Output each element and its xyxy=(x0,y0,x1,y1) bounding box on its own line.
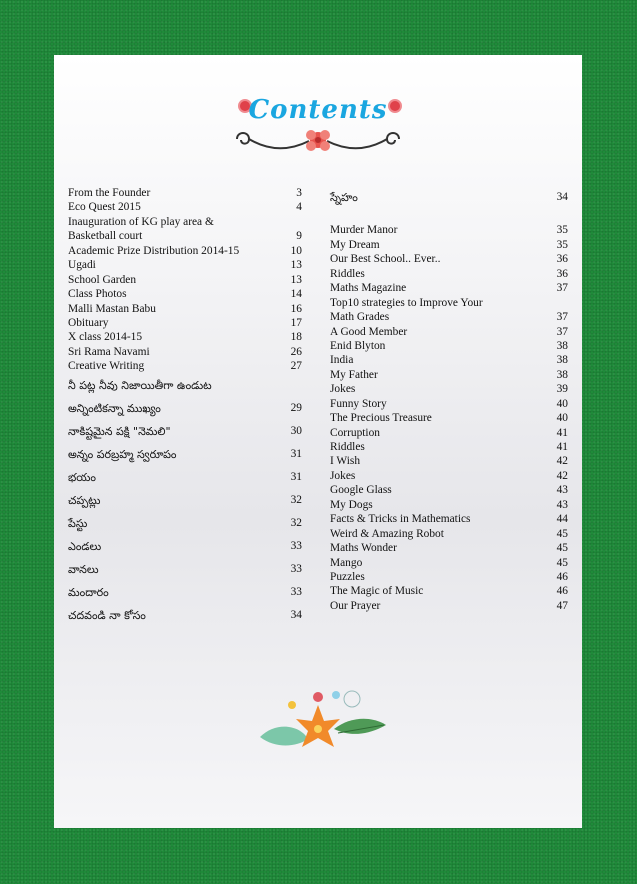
toc-entry-page: 34 xyxy=(290,608,302,621)
toc-entry-title: The Precious Treasure xyxy=(330,412,432,425)
toc-entry xyxy=(330,541,568,555)
toc-entry xyxy=(330,599,568,613)
toc-entry xyxy=(330,339,568,353)
toc-entry-title: The Magic of Music xyxy=(330,585,424,598)
toc-entry-page: 37 xyxy=(556,311,568,324)
toc-entry-page: 35 xyxy=(556,224,568,237)
toc-entry xyxy=(68,420,302,443)
toc-entry xyxy=(330,570,568,584)
toc-entry xyxy=(330,238,568,252)
toc-entry-title: Riddles xyxy=(330,441,365,453)
toc-entry-page: 10 xyxy=(290,244,302,257)
toc-entry-title: Academic Prize Distribution 2014-15 xyxy=(68,244,240,257)
toc-entry-title: పేస్టు xyxy=(68,516,88,530)
toc-entry xyxy=(330,498,568,512)
toc-entry xyxy=(330,426,568,440)
toc-entry-page: 38 xyxy=(556,354,568,367)
toc-entry-page: 27 xyxy=(290,360,302,373)
toc-entry-title: Inauguration of KG play area & xyxy=(68,215,214,228)
contents-page xyxy=(54,55,582,828)
toc-entry-title: Our Best School.. Ever.. xyxy=(330,253,441,266)
toc-entry-title: Obituary xyxy=(68,316,109,329)
toc-entry xyxy=(68,397,302,420)
toc-entry-page: 40 xyxy=(556,397,568,410)
toc-entry-title: మందారం xyxy=(68,585,109,599)
toc-entry-page: 31 xyxy=(290,470,302,483)
toc-entry xyxy=(330,252,568,266)
toc-entry-title: Our Prayer xyxy=(330,599,381,612)
toc-entry-page: 4 xyxy=(296,201,302,214)
toc-entry-title: భయం xyxy=(68,470,96,484)
toc-entry-page: 32 xyxy=(290,493,302,506)
toc-entry-page: 41 xyxy=(556,441,568,453)
toc-entry xyxy=(330,223,568,237)
toc-entry-page: 38 xyxy=(556,368,568,381)
toc-entry-title: Google Glass xyxy=(330,484,392,497)
toc-entry xyxy=(68,200,302,214)
toc-entry-page: 33 xyxy=(290,585,302,598)
toc-entry-page: 13 xyxy=(290,273,302,286)
contents-right-column xyxy=(330,186,568,613)
toc-entry-page: 45 xyxy=(556,542,568,555)
toc-entry-title: Weird & Amazing Robot xyxy=(330,527,444,540)
toc-entry xyxy=(68,330,302,344)
toc-entry-page: 29 xyxy=(290,401,302,414)
contents-left-column xyxy=(68,186,302,627)
toc-entry xyxy=(68,604,302,627)
toc-entry xyxy=(68,302,302,316)
toc-entry xyxy=(330,209,568,223)
toc-entry-title: నాకిష్టమైన పక్షి "నెమలి" xyxy=(68,424,171,438)
toc-entry-title: Funny Story xyxy=(330,397,387,410)
toc-entry xyxy=(68,316,302,330)
toc-entry-title: India xyxy=(330,354,354,367)
toc-entry-title: My Dream xyxy=(330,238,380,251)
toc-entry-title: Riddles xyxy=(330,267,365,280)
toc-entry xyxy=(330,310,568,324)
toc-entry-title: Top10 strategies to Improve Your xyxy=(330,296,483,309)
floral-decoration-icon xyxy=(256,685,391,765)
toc-entry-page: 40 xyxy=(556,412,568,425)
toc-entry-page: 36 xyxy=(556,253,568,266)
toc-entry-title: చప్పట్లు xyxy=(68,493,101,507)
toc-entry-page: 47 xyxy=(556,599,568,612)
toc-entry xyxy=(330,584,568,598)
toc-entry xyxy=(68,558,302,581)
toc-entry-title: Corruption xyxy=(330,426,380,439)
toc-entry-title: నీ పట్ల నీవు నిజాయితీగా ఉండుట xyxy=(68,378,212,392)
toc-entry xyxy=(330,527,568,541)
toc-entry xyxy=(330,483,568,497)
toc-entry-page: 42 xyxy=(556,469,568,482)
toc-entry-title: Maths Magazine xyxy=(330,282,407,295)
toc-entry xyxy=(68,345,302,359)
toc-entry xyxy=(330,353,568,367)
page-title: Contents xyxy=(248,95,388,125)
toc-entry-page: 3 xyxy=(296,187,302,199)
toc-entry-page: 43 xyxy=(556,498,568,511)
toc-entry-page: 39 xyxy=(556,383,568,396)
toc-entry-title: వానలు xyxy=(68,562,99,576)
toc-entry xyxy=(68,258,302,272)
toc-entry xyxy=(68,273,302,287)
toc-entry xyxy=(68,581,302,604)
toc-entry-title: Class Photos xyxy=(68,288,127,301)
toc-entry-title: Mango xyxy=(330,556,363,569)
toc-entry-title: Jokes xyxy=(330,383,356,396)
toc-entry-title: ఎండలు xyxy=(68,539,102,553)
toc-entry xyxy=(330,296,568,310)
toc-entry-page: 36 xyxy=(556,267,568,280)
toc-entry-page: 44 xyxy=(556,513,568,526)
toc-entry-page: 33 xyxy=(290,539,302,552)
toc-entry xyxy=(68,374,302,397)
toc-entry-page: 18 xyxy=(290,331,302,344)
toc-entry xyxy=(68,466,302,489)
toc-entry xyxy=(330,469,568,483)
toc-entry-page: 32 xyxy=(290,516,302,529)
toc-entry-page: 45 xyxy=(556,527,568,540)
toc-entry-page: 45 xyxy=(556,556,568,569)
toc-entry xyxy=(68,359,302,373)
toc-entry-title: School Garden xyxy=(68,273,137,286)
toc-entry-page: 9 xyxy=(296,230,302,243)
toc-entry xyxy=(330,368,568,382)
toc-entry xyxy=(68,215,302,229)
toc-entry-title: Malli Mastan Babu xyxy=(68,302,156,315)
toc-entry-page: 34 xyxy=(556,191,568,203)
toc-entry xyxy=(68,489,302,512)
toc-entry-title: X class 2014-15 xyxy=(68,331,143,344)
toc-entry xyxy=(330,382,568,396)
toc-entry-page: 16 xyxy=(290,302,302,315)
toc-entry-title: Jokes xyxy=(330,469,356,482)
toc-entry xyxy=(330,411,568,425)
toc-entry-title: Maths Wonder xyxy=(330,542,397,555)
toc-entry-page: 37 xyxy=(556,282,568,295)
toc-entry-page: 38 xyxy=(556,339,568,352)
toc-entry-page: 35 xyxy=(556,238,568,251)
toc-entry-page: 31 xyxy=(290,447,302,460)
toc-entry xyxy=(330,281,568,295)
toc-entry xyxy=(68,535,302,558)
toc-entry-title: Creative Writing xyxy=(68,360,145,373)
toc-entry xyxy=(330,325,568,339)
toc-entry-title: A Good Member xyxy=(330,325,408,338)
toc-entry-page: 41 xyxy=(556,426,568,439)
toc-entry xyxy=(68,186,302,200)
toc-entry-title: Murder Manor xyxy=(330,224,398,237)
toc-entry-page: 33 xyxy=(290,562,302,575)
toc-entry-title: Puzzles xyxy=(330,570,365,583)
toc-entry xyxy=(68,229,302,243)
toc-entry-page: 46 xyxy=(556,570,568,583)
toc-entry xyxy=(330,440,568,454)
toc-entry-title: స్నేహం xyxy=(330,191,358,204)
toc-entry-title: చదవండి నా కోసం xyxy=(68,608,146,622)
scroll-ornament-icon xyxy=(229,125,407,157)
toc-entry xyxy=(68,287,302,301)
toc-entry-page: 46 xyxy=(556,585,568,598)
toc-entry-page: 17 xyxy=(290,316,302,329)
toc-entry-title: Enid Blyton xyxy=(330,339,386,352)
toc-entry-title: Facts & Tricks in Mathematics xyxy=(330,513,471,526)
toc-entry-page: 13 xyxy=(290,259,302,272)
toc-entry-title: Basketball court xyxy=(68,230,143,243)
toc-entry-title: అన్నం పరబ్రహ్మ స్వరూపం xyxy=(68,447,177,461)
toc-entry-page: 37 xyxy=(556,325,568,338)
toc-entry-title: I Wish xyxy=(330,455,361,468)
toc-entry xyxy=(68,443,302,466)
toc-entry xyxy=(330,397,568,411)
toc-entry xyxy=(68,244,302,258)
toc-entry-page: 43 xyxy=(556,484,568,497)
toc-entry xyxy=(330,556,568,570)
toc-entry-title: My Dogs xyxy=(330,498,373,511)
toc-entry-title: From the Founder xyxy=(68,187,151,199)
toc-entry xyxy=(330,186,568,209)
toc-entry-title: Math Grades xyxy=(330,311,390,324)
toc-entry-page: 26 xyxy=(290,345,302,358)
toc-entry xyxy=(330,454,568,468)
toc-entry xyxy=(330,512,568,526)
toc-entry-title: అన్నింటికన్నా ముఖ్యం xyxy=(68,401,161,415)
toc-entry-page: 14 xyxy=(290,288,302,301)
toc-entry-title: Eco Quest 2015 xyxy=(68,201,141,214)
toc-entry-page: 42 xyxy=(556,455,568,468)
toc-entry-page: 30 xyxy=(290,424,302,437)
toc-entry-title: Ugadi xyxy=(68,259,96,272)
toc-entry-title: Sri Rama Navami xyxy=(68,345,150,358)
toc-entry xyxy=(330,267,568,281)
toc-entry xyxy=(68,512,302,535)
toc-entry-title: My Father xyxy=(330,368,378,381)
